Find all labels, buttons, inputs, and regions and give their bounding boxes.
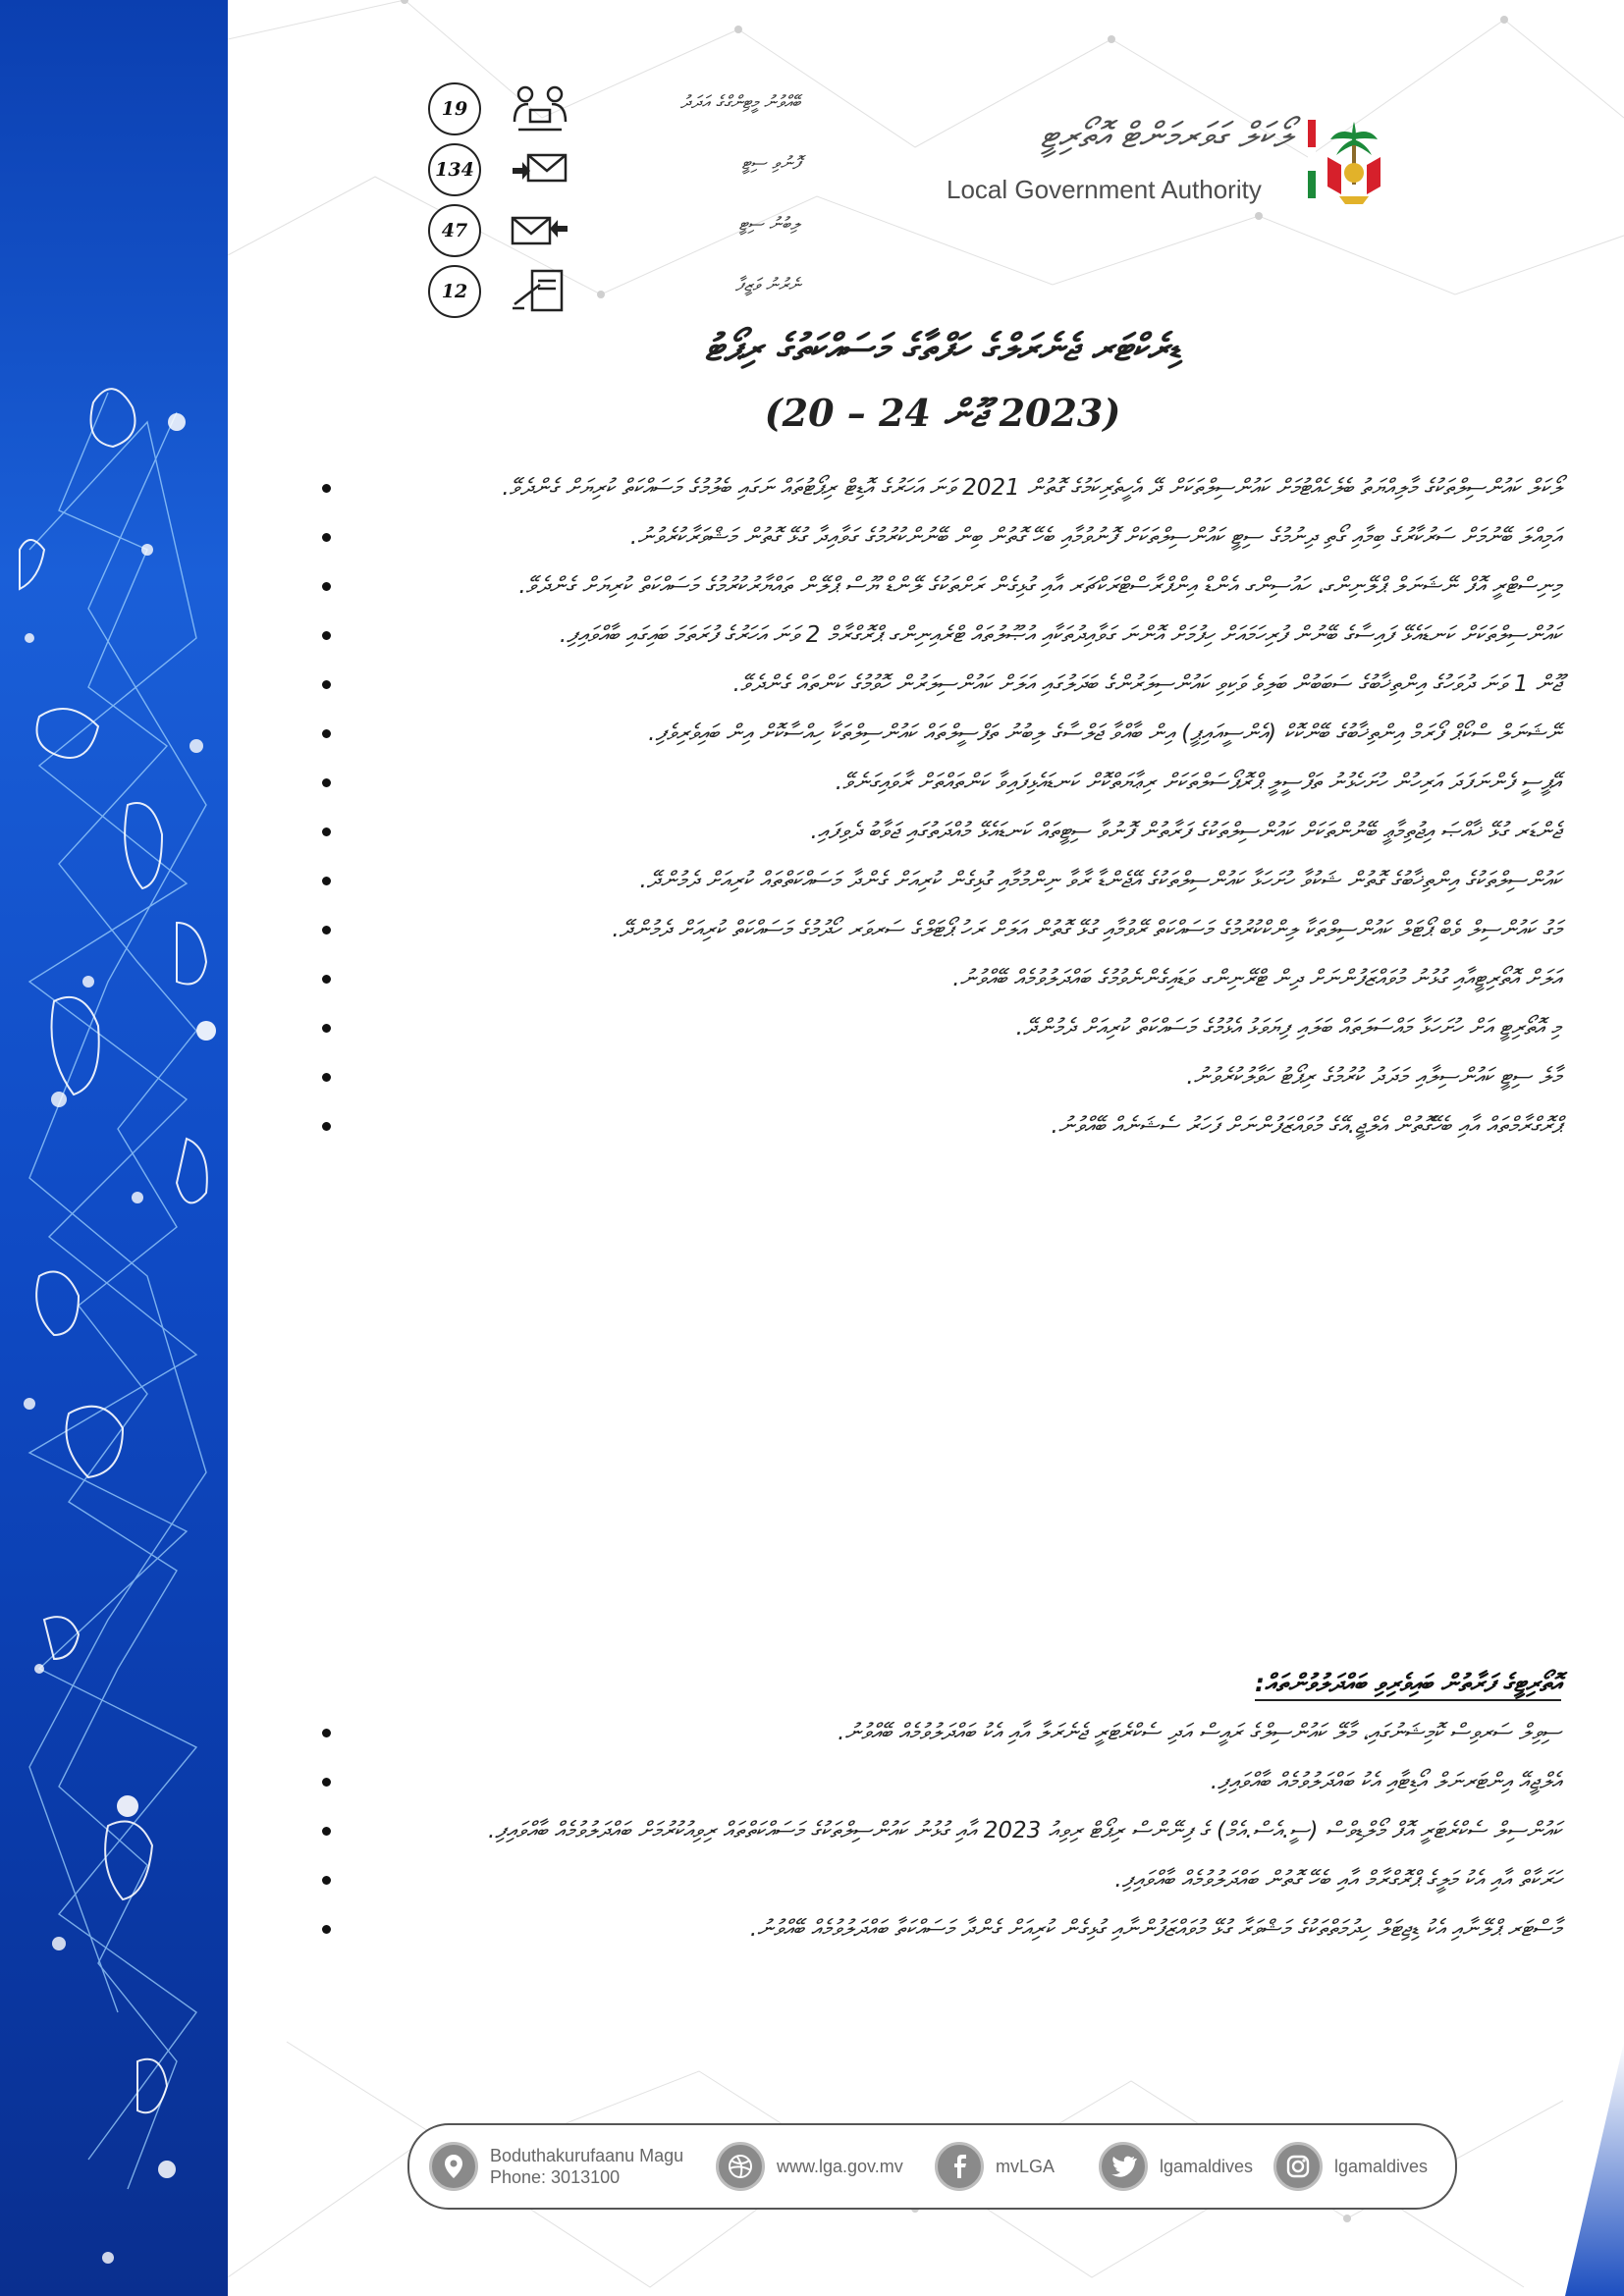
list-item: ލޯކަލް ކައުންސިލްތަކުގެ މާލިއްޔަތު ބެލެހެއްޓުމަށް ކައުންސިލްތަކަށް ދޭ އެހީތެރިކަމުގެ ގޮތުން 2021 ވަނަ އަހަރުގެ އޮޑިޓް ރިޕޯޓުތައް ނަގައި ބެލުމުގެ މަސައްކަތް ކުރިޔަށް ގެންދެވޭ. <box>314 463 1561 512</box>
address-text: Boduthakurufaanu Magu <box>490 2146 684 2165</box>
list-item: މާސްޓަރ ޕްލޭނާއި އެކު ޑިޖިޓަލް ހިދުމަތްތަކުގެ މަޝްވަރާ ގުޅޭ މުވައްޒަފުންނާއި ގުޅިގެން ކުރިއަށް ގެންދާ މަސައްކަތާ ބައްދަލުވުމެއް ބޭއްވުނު. <box>314 1904 1561 1953</box>
footer-twitter[interactable] <box>1099 2125 1253 2208</box>
meetings-body <box>314 1708 1561 1953</box>
report-body <box>314 463 1561 1150</box>
logo-title-english: Local Government Authority <box>947 175 1262 204</box>
document-title: ޑިރެކްޓަރ ޖެނެރަލްގެ ހަފްތާގެ މަސައްކަތުގެ ރިޕޯޓު <box>704 326 1181 369</box>
list-item: ކައުންސިލްތަކުގެ އިންތިޚާބުގެ ގޮތުން ޝަކުވާ ހުށަހަޅާ ކައުންސިލްތަކުގެ އޭޖެންޑާ ރާވާ ނިންމުމާއި ގުޅިގެން ކުރިއަށް ގެންދާ މަސައްކަތްތައް ކުރިއަށް ދެމުންދޭ. <box>314 856 1561 905</box>
list-item: މި އޮތޯރިޓީ އަށް ހުށަހަޅާ މައްސަލަތައް ބަލައި ފިޔަވަޅު އެޅުމުގެ މަސައްކަތް ކުރިއަށް ދެމުންދޭ. <box>314 1003 1561 1052</box>
list-item: ނޭޝަނަލް ސްކޯޕް ފޯރަމް އިންތިޚާބުގެ ބޭންކޮކް (އެންސީއައިޕީ) އިން ބާއްވާ ޖަލްސާގެ ލިބުނު ތަފްސީލްތައް ކައުންސިލްތަކާ ހިއްސާކޮށް އިން ބައިވެރިވެފި. <box>314 709 1561 758</box>
list-item: މާލެ ސިޓީ ކައުންސިލާއި މަދަދު ކުރުމުގެ ރިޕޯޓު ހަވާލުކުރެވުނު. <box>314 1052 1561 1101</box>
stat-row <box>422 200 835 261</box>
contact-footer <box>407 2123 1457 2210</box>
list-item: ޖޫން 1 ވަނަ ދުވަހުގެ އިންތިޚާބުގެ ސަބަބުން ބަލިވެ ވަކިވި ކައުންސިލަރުންގެ ބަދަލުގައި އަލަށް ކައުންސިލަރުން ހޮވުމުގެ ކަންތައް ގެންދެވޭ. <box>314 660 1561 709</box>
footer-facebook[interactable] <box>935 2125 1055 2208</box>
stat-label: ފޮނުވި ސިޓީ <box>741 153 800 174</box>
instagram-handle[interactable]: lgamaldives <box>1334 2157 1429 2176</box>
footer-address <box>429 2125 683 2208</box>
globe-icon <box>716 2142 765 2191</box>
list-item: ޕްރޮގްރާމްތައް އާއި ބެހޭގޮތުން އެލްޖީ.އޭގެ މުވައްޒަފުންނަށް ފަހަރު ސެޝަނެއް ބޭއްވުނު. <box>314 1101 1561 1150</box>
facebook-handle[interactable]: mvLGA <box>996 2157 1056 2176</box>
meetings-bullet-list <box>314 1708 1561 1953</box>
list-item: އެލްޖީއޭ އިންޓަރނަލް އޯޑިޓާއި އެކު ބައްދަލުވުމެއް ބާއްވައިފި. <box>314 1757 1561 1806</box>
list-item: ކައުންސިލްތަކަށް ކަނޑައެޅޭ ފައިސާގެ ބޭނުން ފުރިހަމައަށް ހިފުމަށް އޮންނަ ގަވާއިދުތަކާއި އުޞޫލުތައް ޓްރެއިނިންގ ޕްރޮގްރާމް 2 ވަނަ އަހަރުގެ ފުރަތަމަ ބައިގައި ބާއްވައިފި. <box>314 611 1561 660</box>
instagram-icon <box>1273 2142 1323 2191</box>
stat-row <box>422 79 835 139</box>
section-heading-text: އޮތޯރިޓީގެ ފަރާތުން ބައިވެރިވި ބައްދަލުވުންތައް: <box>1255 1669 1561 1701</box>
stat-value: 47 <box>428 204 481 257</box>
stat-row <box>422 139 835 200</box>
decorative-side-band <box>0 0 228 2296</box>
stat-label: ބޭއްވުނު މީޓިންގްގެ އަދަދު <box>679 92 800 113</box>
stat-value: 19 <box>428 82 481 135</box>
list-item: އަލަށް އޮތޯރިޓީއާއި ގުޅުނު މުވައްޒަފުންނަށް ދިން ޓްރޭނިންގ ވަޑައިގެންނެވުމުގެ ބައްދަލުވުމެއް ބޭއްވުނު. <box>314 954 1561 1003</box>
stat-row <box>422 261 835 322</box>
lga-logo <box>943 116 1414 214</box>
twitter-handle[interactable]: lgamaldives <box>1160 2157 1254 2176</box>
meetings-section <box>314 1669 1561 1953</box>
list-item: ޖެންޑަރ ގުޅޭ ޚާއްޞަ އިޖުތިމާޢީ ބޭނުންތަކަށް ކައުންސިލްތަކުގެ ފަރާތުން ފޮނުވާ ސިޓީތައް ކަނޑައެޅޭ މުއްދަތުގައި ޖަވާބު ދެވިފައި. <box>314 807 1561 856</box>
list-item: މަގު ކައުންސިލް ވެބް ޕޯޓަލް ކައުންސިލްތަކާ ލިންކްކުރުމުގެ މަސައްކަތް ރޭވުމާއި ގުޅޭ ގޮތުން އަލަށް ރަހު ޕޯޓަލްގެ ސަރވަރ ހޯދުމުގެ މަސައްކަތް ކުރިއަށް ދެމުންދޭ. <box>314 905 1561 954</box>
list-item: އަމިއްލަ ބޭނުމަށް ސަރުކާރުގެ ބިމާއި ގޯތި ދިނުމުގެ ސިޓީ ކައުންސިލްތަކަށް ފޮނުވުމާއި ބެހޭ ގޮތުން ބިން ބޭނުންކުރުމުގެ ގަވާއިދާ ގުޅޭ ގޮތުން މަޝްވަރާކުރެވުނު. <box>314 512 1561 561</box>
location-icon <box>429 2142 478 2191</box>
logo-title-dhivehi: ލޯކަލް ގަވަރމަންޓް އޮތޯރިޓީ <box>1040 116 1291 156</box>
stats-panel <box>422 79 835 322</box>
list-item: މިނިސްޓްރީ އޮފް ނޭޝަނަލް ޕްލޭނިންގ، ހައުސިންގ އެންޑް އިންފްރާސްޓްރަކްޗަރ އާއި ގުޅިގެން ރަށްތަކުގެ ލޭންޑް ޔޫސް ޕްލޭން ތައްޔާރުކުރުމުގެ މަސައްކަތް ކުރިޔަށް ގެންދެވޭ. <box>314 561 1561 611</box>
section-heading <box>314 1669 1561 1698</box>
list-item: އޭޕީސީ ފެންނަފަދަ އަރިހުން ހުށަހެޅުނު ތަފްސީލީ ޕްރޮޕޯސަލްތަކަށް ރިޢާޔަތްކޮށް ކަނޑައެޅިފައިވާ ކަންތައްތަށް ރާވައިގަނެވޭ. <box>314 758 1561 807</box>
national-emblem-icon <box>1322 116 1386 210</box>
list-item: ކައުންސިލް ސެކްރެޓަރީ އޮފް މޯލްޑިވްސް (ސީ.އެސް.އެމް) ގެ ފިނޭންސް ރިޕޯޓް ރިވިއު 2023 އާއި ގުޅުނު ކައުންސިލްތަކުގެ މަސައްކަތްތައް ރިވިއުކުރުމަށް ބައްދަލުވުމެއް ބާއްވައިފި. <box>314 1806 1561 1855</box>
vacancy-icon <box>511 265 569 316</box>
stat-value: 12 <box>428 265 481 318</box>
stat-label: ލިބުނު ސިޓީ <box>738 214 800 235</box>
footer-instagram[interactable] <box>1273 2125 1428 2208</box>
phone-text: Phone: 3013100 <box>490 2167 621 2187</box>
report-bullet-list <box>314 463 1561 1150</box>
document-date-range: (2023 ޖޫން 24 – 20) <box>764 391 1121 435</box>
stat-value: 134 <box>428 143 481 196</box>
meeting-icon <box>511 82 569 133</box>
list-item: ހަރަކާތް އާއި އެކު މަލީގެ ޕްރޮގްރާމް އާއި ބެހޭ ގޮތުން ބައްދަލުވުމެއް ބާއްވައިފި. <box>314 1855 1561 1904</box>
footer-website[interactable] <box>716 2125 903 2208</box>
flag-stripe-icon <box>1308 120 1316 198</box>
outgoing-mail-icon <box>511 143 569 194</box>
stat-label: ނެރުނު ވަޒީފާ <box>734 275 800 295</box>
twitter-icon <box>1099 2142 1148 2191</box>
incoming-mail-icon <box>511 204 569 255</box>
island-network-illustration <box>0 0 228 2296</box>
facebook-icon <box>935 2142 984 2191</box>
website-link[interactable]: www.lga.gov.mv <box>777 2157 903 2176</box>
list-item: ސިވިލް ސަރވިސް ކޮމިޝަނުގައި، މާލޭ ކައުންސިލްގެ ރައީސް އަދި ސެކްރެޓަރީ ޖެނެރަލާ އާއި އެކު ބައްދަލުވުމެއް ބޭއްވުނު. <box>314 1708 1561 1757</box>
